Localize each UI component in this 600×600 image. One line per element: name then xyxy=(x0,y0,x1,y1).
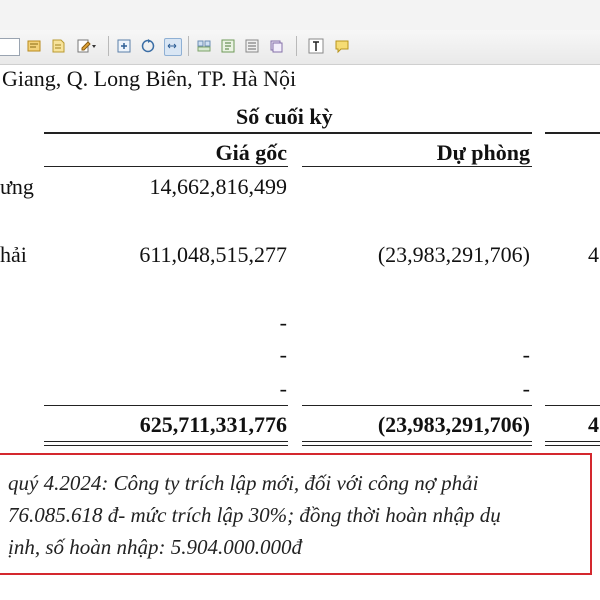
note-line: ịnh, số hoàn nhập: 5.904.000.000đ xyxy=(8,535,302,559)
page-number-input[interactable] xyxy=(0,38,20,56)
group-header-rule-next xyxy=(545,132,600,134)
toolbar-separator xyxy=(296,36,297,56)
address-line: Giang, Q. Long Biên, TP. Hà Nội xyxy=(2,66,297,91)
fit-page-icon[interactable] xyxy=(164,38,182,56)
total-double-rule-next xyxy=(545,441,600,442)
toolbar-separator xyxy=(108,36,109,56)
group-header-rule xyxy=(44,132,532,134)
bookmark-icon[interactable] xyxy=(220,38,236,54)
window-top-bar xyxy=(0,0,600,31)
column-header-provision: Dự phòng xyxy=(436,140,530,165)
subtotal-rule-provision xyxy=(302,405,532,406)
row-label: hải xyxy=(0,242,27,267)
highlighted-note-box xyxy=(0,453,592,575)
layers-icon[interactable] xyxy=(268,38,284,54)
column-header-cost: Giá gốc xyxy=(215,140,287,165)
properties-icon[interactable] xyxy=(244,38,260,54)
total-cost: 625,711,331,776 xyxy=(139,412,287,437)
row-label: ưng xyxy=(0,174,34,199)
toolbar-separator xyxy=(188,36,189,56)
subtotal-rule-next xyxy=(545,405,600,406)
row-provision: - xyxy=(522,376,530,401)
row-cost: 14,662,816,499 xyxy=(149,174,287,199)
note-line: 76.085.618 đ- mức trích lập 30%; đồng thời hoàn nhập dụ xyxy=(8,503,501,527)
row-next-value: 4 xyxy=(588,242,599,267)
edit-dropdown-icon[interactable] xyxy=(76,38,92,54)
zoom-icon[interactable] xyxy=(116,38,132,54)
rotate-icon[interactable] xyxy=(140,38,156,54)
total-double-rule-cost xyxy=(44,441,288,442)
group-header: Số cuối kỳ xyxy=(236,104,333,129)
subtotal-rule-cost xyxy=(44,405,288,406)
row-cost: - xyxy=(279,310,287,335)
text-icon[interactable] xyxy=(308,38,324,54)
note-line: quý 4.2024: Công ty trích lập mới, đối với công nợ phải xyxy=(8,471,479,495)
column-header-rule-provision xyxy=(302,166,532,167)
row-cost: - xyxy=(279,342,287,367)
highlight-icon[interactable] xyxy=(26,38,42,54)
row-cost: 611,048,515,277 xyxy=(139,242,287,267)
column-header-rule-cost xyxy=(44,166,288,167)
total-next-value: 4 xyxy=(588,412,599,437)
total-double-rule-provision xyxy=(302,441,532,442)
row-provision: - xyxy=(522,342,530,367)
note-icon[interactable] xyxy=(50,38,66,54)
row-provision: (23,983,291,706) xyxy=(377,242,530,267)
comment-icon[interactable] xyxy=(334,38,350,54)
row-cost: - xyxy=(279,376,287,401)
total-provision: (23,983,291,706) xyxy=(377,412,530,437)
thumbnail-icon[interactable] xyxy=(196,38,212,54)
